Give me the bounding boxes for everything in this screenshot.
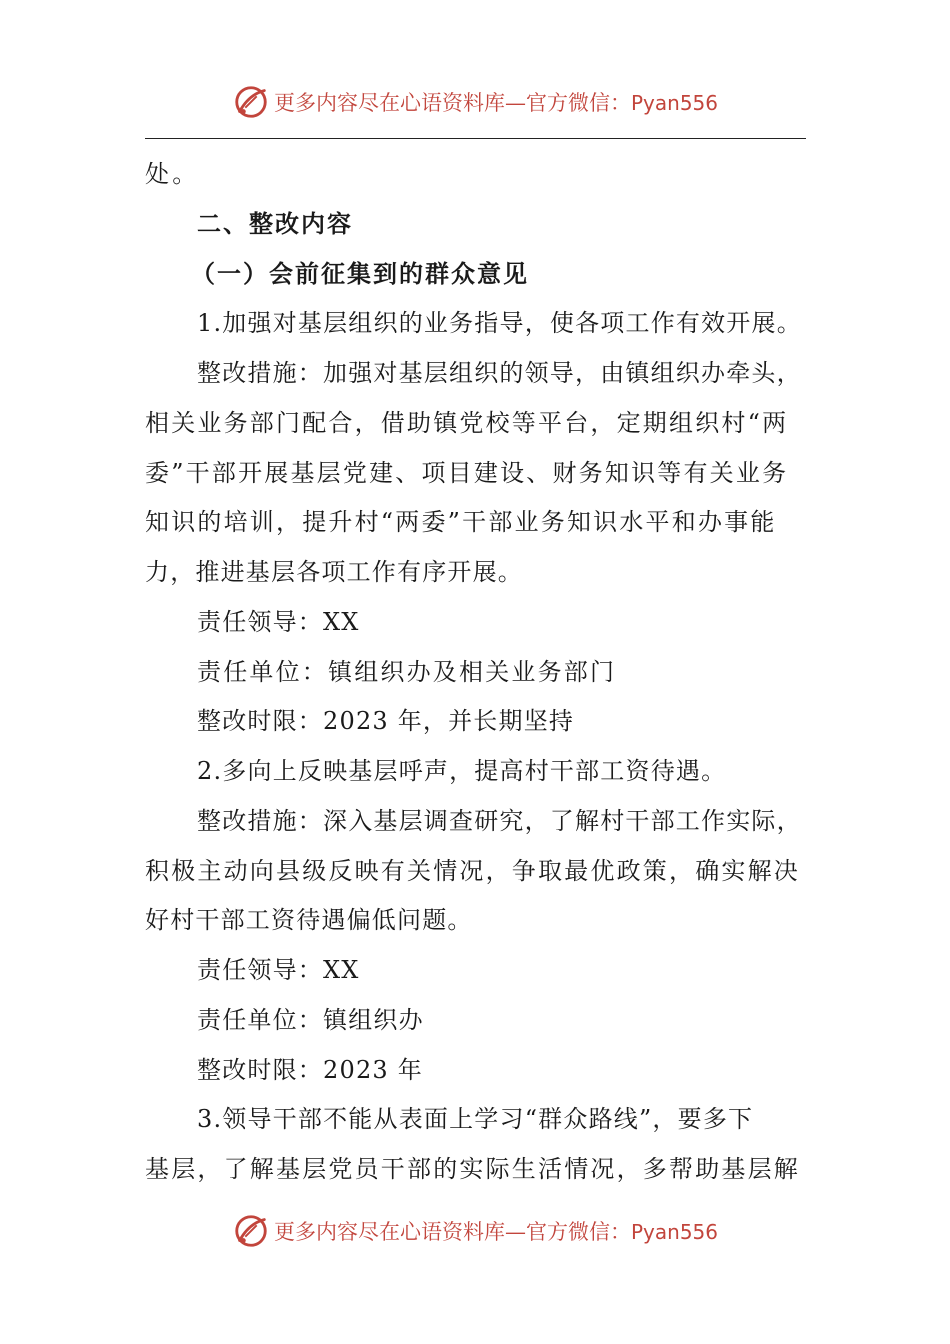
field-deadline: 整改时限：2023 年，并长期坚持: [197, 707, 575, 736]
field-responsible-leader: 责任领导：XX: [197, 956, 360, 984]
field-deadline: 整改时限：2023 年: [197, 1055, 423, 1084]
field-responsible-unit: 责任单位：镇组织办: [197, 1005, 424, 1034]
banner-text: 更多内容尽在心语资料库—官方微信：: [273, 1220, 631, 1244]
text-line: 基层，了解基层党员干部的实际生活情况，多帮助基层解: [145, 1155, 800, 1183]
banner-handle: Pyan556: [630, 1220, 718, 1244]
pen-swirl-logo-icon: [232, 83, 270, 121]
item-title: 1.加强对基层组织的业务指导，使各项工作有效开展。: [197, 309, 802, 338]
text-line: 力，推进基层各项工作有序开展。: [145, 558, 523, 586]
header-watermark-banner: [0, 80, 950, 124]
text-line: 积极主动向县级反映有关情况，争取最优政策，确实解决: [145, 856, 800, 885]
text-line: 处。: [145, 160, 200, 188]
field-responsible-leader: 责任领导：XX: [197, 607, 360, 636]
field-responsible-unit: 责任单位：镇组织办及相关业务部门: [197, 657, 617, 686]
header-rule: [145, 138, 806, 139]
section-heading: 二、整改内容: [197, 209, 353, 238]
item-title: 2.多向上反映基层呼声，提高村干部工资待遇。: [197, 757, 727, 785]
text-line: 委”干部开展基层党建、项目建设、财务知识等有关业务: [145, 458, 789, 487]
text-line: 好村干部工资待遇偏低问题。: [145, 906, 473, 935]
text-line: 知识的培训，提升村“两委”干部业务知识水平和办事能: [145, 508, 777, 537]
text-line: 整改措施：深入基层调查研究，了解村干部工作实际，: [197, 806, 802, 835]
footer-watermark-banner: [0, 1209, 950, 1253]
item-title: 3.领导干部不能从表面上学习“群众路线”，要多下: [197, 1105, 754, 1134]
text-line: 整改措施：加强对基层组织的领导，由镇组织办牵头，: [197, 359, 802, 387]
subsection-heading: （一）会前征集到的群众意见: [191, 259, 529, 288]
text-line: 相关业务部门配合，借助镇党校等平台，定期组织村“两: [145, 408, 789, 437]
banner-text: 更多内容尽在心语资料库—官方微信：: [273, 91, 631, 115]
document-body: [145, 150, 810, 1195]
pen-swirl-logo-icon: [232, 1212, 270, 1250]
banner-handle: Pyan556: [630, 91, 718, 115]
